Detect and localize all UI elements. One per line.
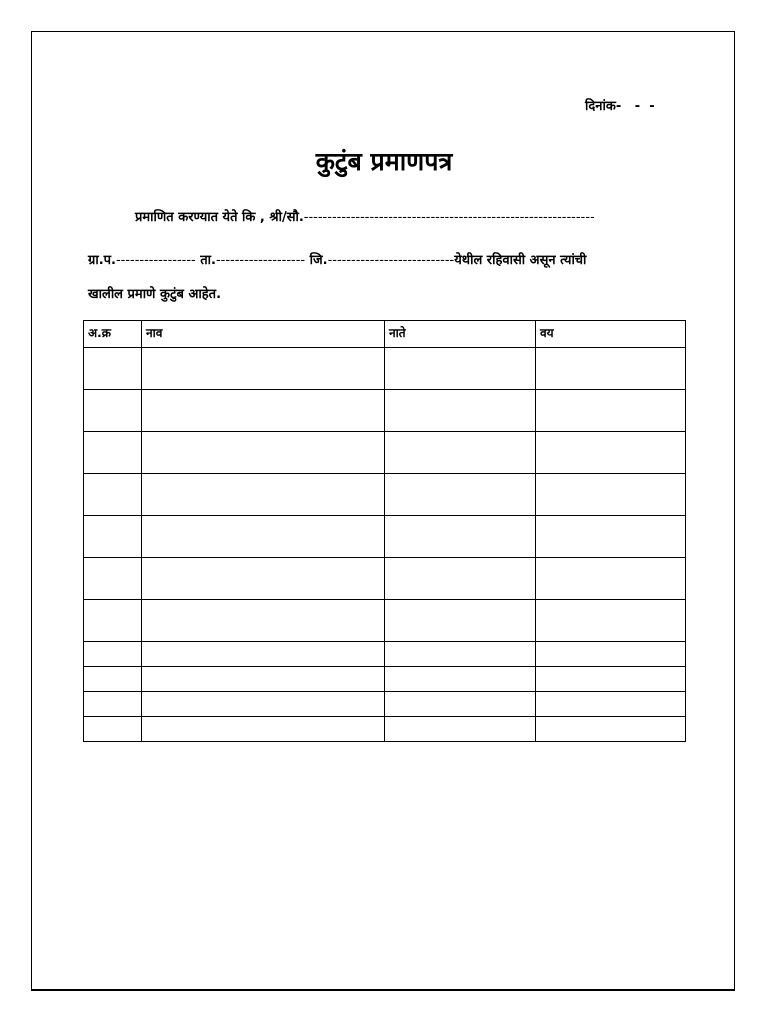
family-table <box>83 320 686 742</box>
cell-age[interactable] <box>536 642 686 667</box>
page-title: कुटुंब प्रमाणपत्र <box>315 147 453 176</box>
resident-text: येथील रहिवासी असून त्यांची <box>454 253 587 268</box>
table-row <box>84 642 686 667</box>
cell-relation[interactable] <box>385 390 536 432</box>
name-blank: -------------------------------------------------------------- <box>303 210 595 225</box>
cell-name[interactable] <box>142 558 385 600</box>
cell-relation[interactable] <box>385 516 536 558</box>
cell-serial[interactable] <box>84 558 142 600</box>
cell-name[interactable] <box>142 516 385 558</box>
header-serial: अ.क्र <box>84 321 142 348</box>
cell-name[interactable] <box>142 348 385 390</box>
cell-age[interactable] <box>536 717 686 742</box>
table-row <box>84 390 686 432</box>
cell-relation[interactable] <box>385 667 536 692</box>
cell-relation[interactable] <box>385 692 536 717</box>
cell-age[interactable] <box>536 348 686 390</box>
cell-serial[interactable] <box>84 432 142 474</box>
taluka-label: ता. <box>195 253 216 268</box>
table-row <box>84 348 686 390</box>
header-relation: नाते <box>385 321 536 348</box>
cell-name[interactable] <box>142 717 385 742</box>
cell-relation[interactable] <box>385 474 536 516</box>
cell-age[interactable] <box>536 474 686 516</box>
district-blank: --------------------------- <box>327 253 455 268</box>
cell-serial[interactable] <box>84 516 142 558</box>
cell-serial[interactable] <box>84 642 142 667</box>
cell-serial[interactable] <box>84 390 142 432</box>
certify-line <box>135 207 595 225</box>
cell-age[interactable] <box>536 516 686 558</box>
family-intro-line: खालील प्रमाणे कुटुंब आहेत. <box>88 287 222 302</box>
cell-age[interactable] <box>536 558 686 600</box>
cell-age[interactable] <box>536 390 686 432</box>
cell-relation[interactable] <box>385 600 536 642</box>
cell-name[interactable] <box>142 474 385 516</box>
cell-name[interactable] <box>142 432 385 474</box>
certify-text: प्रमाणित करण्यात येते कि , श्री/सौ. <box>135 210 304 225</box>
cell-serial[interactable] <box>84 474 142 516</box>
header-age: वय <box>536 321 686 348</box>
cell-name[interactable] <box>142 600 385 642</box>
table-row <box>84 600 686 642</box>
date-label: दिनांक- <box>585 99 622 114</box>
cell-name[interactable] <box>142 692 385 717</box>
address-line <box>88 250 586 268</box>
village-label: ग्रा.प. <box>88 253 116 268</box>
table-row <box>84 692 686 717</box>
table-row <box>84 558 686 600</box>
table-row <box>84 667 686 692</box>
table-row <box>84 474 686 516</box>
cell-serial[interactable] <box>84 667 142 692</box>
header-name: नाव <box>142 321 385 348</box>
district-label: जि. <box>305 253 328 268</box>
table-row <box>84 432 686 474</box>
cell-relation[interactable] <box>385 642 536 667</box>
cell-relation[interactable] <box>385 348 536 390</box>
cell-relation[interactable] <box>385 558 536 600</box>
table-row <box>84 717 686 742</box>
cell-serial[interactable] <box>84 692 142 717</box>
cell-age[interactable] <box>536 600 686 642</box>
cell-name[interactable] <box>142 667 385 692</box>
village-blank: ----------------- <box>115 253 196 268</box>
cell-relation[interactable] <box>385 432 536 474</box>
cell-serial[interactable] <box>84 717 142 742</box>
cell-age[interactable] <box>536 432 686 474</box>
cell-name[interactable] <box>142 390 385 432</box>
cell-name[interactable] <box>142 642 385 667</box>
table-header-row <box>84 321 686 348</box>
cell-serial[interactable] <box>84 600 142 642</box>
cell-relation[interactable] <box>385 717 536 742</box>
table-row <box>84 516 686 558</box>
cell-age[interactable] <box>536 667 686 692</box>
date-line <box>585 96 655 114</box>
cell-serial[interactable] <box>84 348 142 390</box>
date-value: - - <box>621 99 655 114</box>
cell-age[interactable] <box>536 692 686 717</box>
taluka-blank: ------------------- <box>215 253 306 268</box>
